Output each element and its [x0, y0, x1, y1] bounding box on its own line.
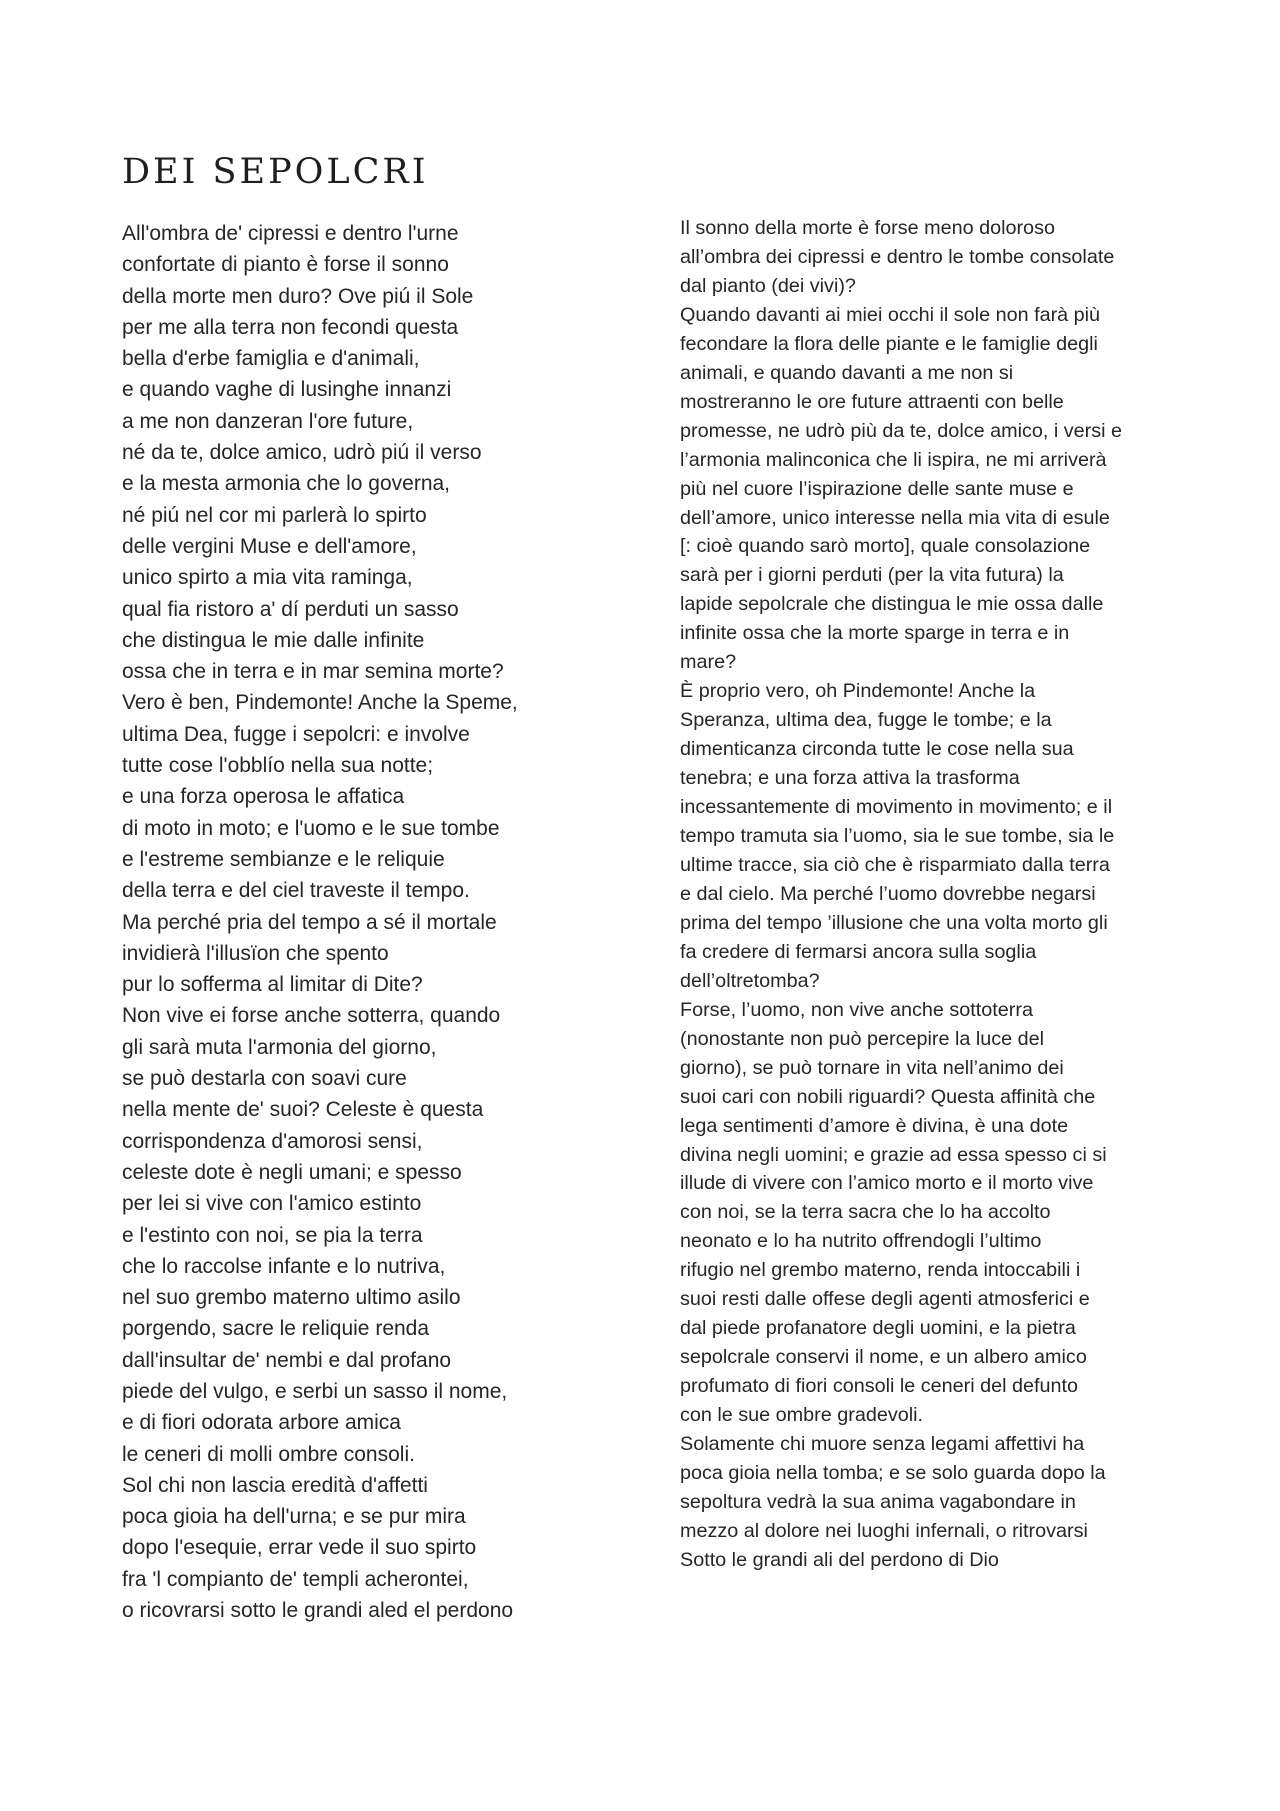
prose-line: Il sonno della morte è forse meno doloroso — [680, 217, 1055, 239]
prose-line: Forse, l’uomo, non vive anche sottoterra — [680, 998, 1033, 1021]
prose-line: con noi, se la terra sacra che lo ha accolto — [680, 1201, 1051, 1224]
poem-line: gli sarà muta l'armonia del giorno, — [122, 1035, 437, 1059]
prose-line: sepolcrale conservi il nome, e un albero amico — [680, 1346, 1087, 1369]
poem-line: pur lo sofferma al limitar di Dite? — [122, 973, 423, 997]
prose-line: all’ombra dei cipressi e dentro le tombe consolate — [680, 245, 1115, 268]
prose-line: dell’oltretomba? — [680, 969, 820, 992]
prose-line: mezzo al dolore nei luoghi infernali, o ritrovarsi — [680, 1519, 1088, 1542]
poem-line: della morte men duro? Ove piú il Sole — [122, 284, 474, 308]
prose-line: poca gioia nella tomba; e se solo guarda dopo la — [680, 1461, 1106, 1484]
prose-line: fa credere di fermarsi ancora sulla soglia — [680, 940, 1037, 963]
prose-line: infinite ossa che la morte sparge in terra e in — [680, 622, 1070, 645]
poem-line: della terra e del ciel traveste il tempo. — [122, 879, 470, 903]
prose-line: illude di vivere con l’amico morto e il morto vive — [680, 1172, 1094, 1195]
poem-line: qual fia ristoro a' dí perduti un sasso — [122, 597, 459, 621]
poem-line: e l'estinto con noi, se pia la terra — [122, 1223, 423, 1247]
prose-line: l’armonia malinconica che li ispira, ne mi arriverà — [680, 448, 1107, 471]
prose-line: con le sue ombre gradevoli. — [680, 1404, 924, 1427]
prose-line: Quando davanti ai miei occhi il sole non farà più — [680, 303, 1101, 326]
poem-line: Ma perché pria del tempo a sé il mortale — [122, 910, 497, 934]
poem-line: e l'estreme sembianze e le reliquie — [122, 847, 445, 871]
prose-paraphrase-column — [680, 214, 1170, 1575]
poem-line: porgendo, sacre le reliquie renda — [122, 1317, 430, 1341]
prose-line: profumato di fiori consoli le ceneri del defunto — [680, 1375, 1079, 1398]
prose-line: sepoltura vedrà la sua anima vagabondare in — [680, 1490, 1076, 1513]
poem-line: per me alla terra non fecondi questa — [122, 315, 459, 339]
poem-line: piede del vulgo, e serbi un sasso il nome, — [122, 1379, 508, 1403]
prose-line: promesse, ne udrò più da te, dolce amico, i versi e — [680, 419, 1123, 442]
poem-line: se può destarla con soavi cure — [122, 1067, 407, 1091]
poem-line: ultima Dea, fugge i sepolcri: e involve — [122, 722, 470, 746]
poem-line: per lei si vive con l'amico estinto — [122, 1192, 422, 1216]
poem-line: poca gioia ha dell'urna; e se pur mira — [122, 1505, 466, 1529]
poem-line: confortate di pianto è forse il sonno — [122, 253, 449, 277]
prose-line: dal pianto (dei vivi)? — [680, 274, 856, 297]
poem-line: le ceneri di molli ombre consoli. — [122, 1442, 415, 1466]
prose-line: [: cioè quando sarò morto], quale consolazione — [680, 535, 1091, 558]
poem-line: invidierà l'illusïon che spento — [122, 941, 389, 965]
poem-line: tutte cose l'obblío nella sua notte; — [122, 754, 434, 778]
poem-line: e una forza operosa le affatica — [122, 785, 405, 809]
poem-line: e quando vaghe di lusinghe innanzi — [122, 378, 452, 402]
prose-line: dell’amore, unico interesse nella mia vita di esule — [680, 506, 1110, 529]
prose-line: Sotto le grandi ali del perdono di Dio — [680, 1548, 999, 1571]
prose-line: divina negli uomini; e grazie ad essa spesso ci si — [680, 1143, 1107, 1166]
prose-line: suoi cari con nobili riguardi? Questa affinità che — [680, 1085, 1096, 1108]
poem-line: e la mesta armonia che lo governa, — [122, 472, 451, 496]
prose-line: ultime tracce, sia ciò che è risparmiato dalla terra — [680, 853, 1110, 876]
prose-line: e dal cielo. Ma perché l’uomo dovrebbe negarsi — [680, 882, 1096, 905]
poem-line: di moto in moto; e l'uomo e le sue tombe — [122, 816, 500, 840]
poem-line: che distingua le mie dalle infinite — [122, 628, 425, 652]
prose-line: mostreranno le ore future attraenti con belle — [680, 390, 1064, 413]
page-title: DEI SEPOLCRI — [122, 152, 429, 192]
poem-line: dopo l'esequie, errar vede il suo spirto — [122, 1536, 477, 1560]
prose-line: animali, e quando davanti a me non si — [680, 361, 1014, 384]
prose-line: lega sentimenti d’amore è divina, è una dote — [680, 1114, 1069, 1137]
poem-line: a me non danzeran l'ore future, — [122, 409, 414, 433]
poem-line: dall'insultar de' nembi e dal profano — [122, 1348, 452, 1372]
poem-line: Sol chi non lascia eredità d'affetti — [122, 1473, 428, 1497]
poem-line: fra 'l compianto de' templi acherontei, — [122, 1567, 469, 1591]
poem-line: Vero è ben, Pindemonte! Anche la Speme, — [122, 691, 518, 715]
poem-line: né piú nel cor mi parlerà lo spirto — [122, 503, 427, 527]
prose-line: Speranza, ultima dea, fugge le tombe; e la — [680, 709, 1052, 732]
prose-line: rifugio nel grembo materno, renda intoccabili i — [680, 1259, 1081, 1282]
prose-line: lapide sepolcrale che distingua le mie ossa dalle — [680, 593, 1104, 616]
prose-line: più nel cuore l’ispirazione delle sante muse e — [680, 477, 1074, 500]
prose-line: mare? — [680, 651, 737, 674]
prose-line: suoi resti dalle offese degli agenti atmosferici e — [680, 1288, 1090, 1311]
prose-line: tempo tramuta sia l’uomo, sia le sue tombe, sia le — [680, 825, 1115, 848]
prose-line: È proprio vero, oh Pindemonte! Anche la — [680, 680, 1036, 703]
poem-line: celeste dote è negli umani; e spesso — [122, 1160, 462, 1184]
poem-line: nel suo grembo materno ultimo asilo — [122, 1286, 461, 1310]
prose-line: giorno), se può tornare in vita nell’animo dei — [680, 1056, 1064, 1079]
poem-line: corrispondenza d'amorosi sensi, — [122, 1129, 423, 1153]
prose-line: dal piede profanatore degli uomini, e la pietra — [680, 1317, 1076, 1340]
prose-line: (nonostante non può percepire la luce del — [680, 1027, 1045, 1050]
prose-line: tenebra; e una forza attiva la trasforma — [680, 767, 1020, 790]
prose-line: neonato e lo ha nutrito offrendogli l’ultimo — [680, 1230, 1042, 1253]
prose-line: dimenticanza circonda tutte le cose nella sua — [680, 738, 1074, 761]
prose-line: prima del tempo ’illusione che una volta morto gli — [680, 911, 1108, 934]
poem-line: o ricovrarsi sotto le grandi aled el perdono — [122, 1599, 514, 1623]
poem-line: nella mente de' suoi? Celeste è questa — [122, 1098, 484, 1122]
poem-line: né da te, dolce amico, udrò piú il verso — [122, 441, 482, 465]
prose-line: sarà per i giorni perduti (per la vita futura) la — [680, 564, 1064, 587]
prose-line: Solamente chi muore senza legami affettivi ha — [680, 1433, 1085, 1456]
poem-line: unico spirto a mia vita raminga, — [122, 566, 413, 590]
poem-column — [122, 218, 592, 1626]
prose-line: fecondare la flora delle piante e le famiglie degli — [680, 332, 1098, 355]
poem-line: ossa che in terra e in mar semina morte? — [122, 660, 504, 684]
poem-line: bella d'erbe famiglia e d'animali, — [122, 347, 420, 371]
poem-line: delle vergini Muse e dell'amore, — [122, 534, 417, 558]
prose-line: incessantemente di movimento in movimento; e il — [680, 796, 1113, 819]
poem-line: Non vive ei forse anche sotterra, quando — [122, 1004, 501, 1028]
poem-line: che lo raccolse infante e lo nutriva, — [122, 1254, 446, 1278]
poem-line: e di fiori odorata arbore amica — [122, 1411, 401, 1435]
poem-line: All'ombra de' cipressi e dentro l'urne — [122, 222, 459, 245]
